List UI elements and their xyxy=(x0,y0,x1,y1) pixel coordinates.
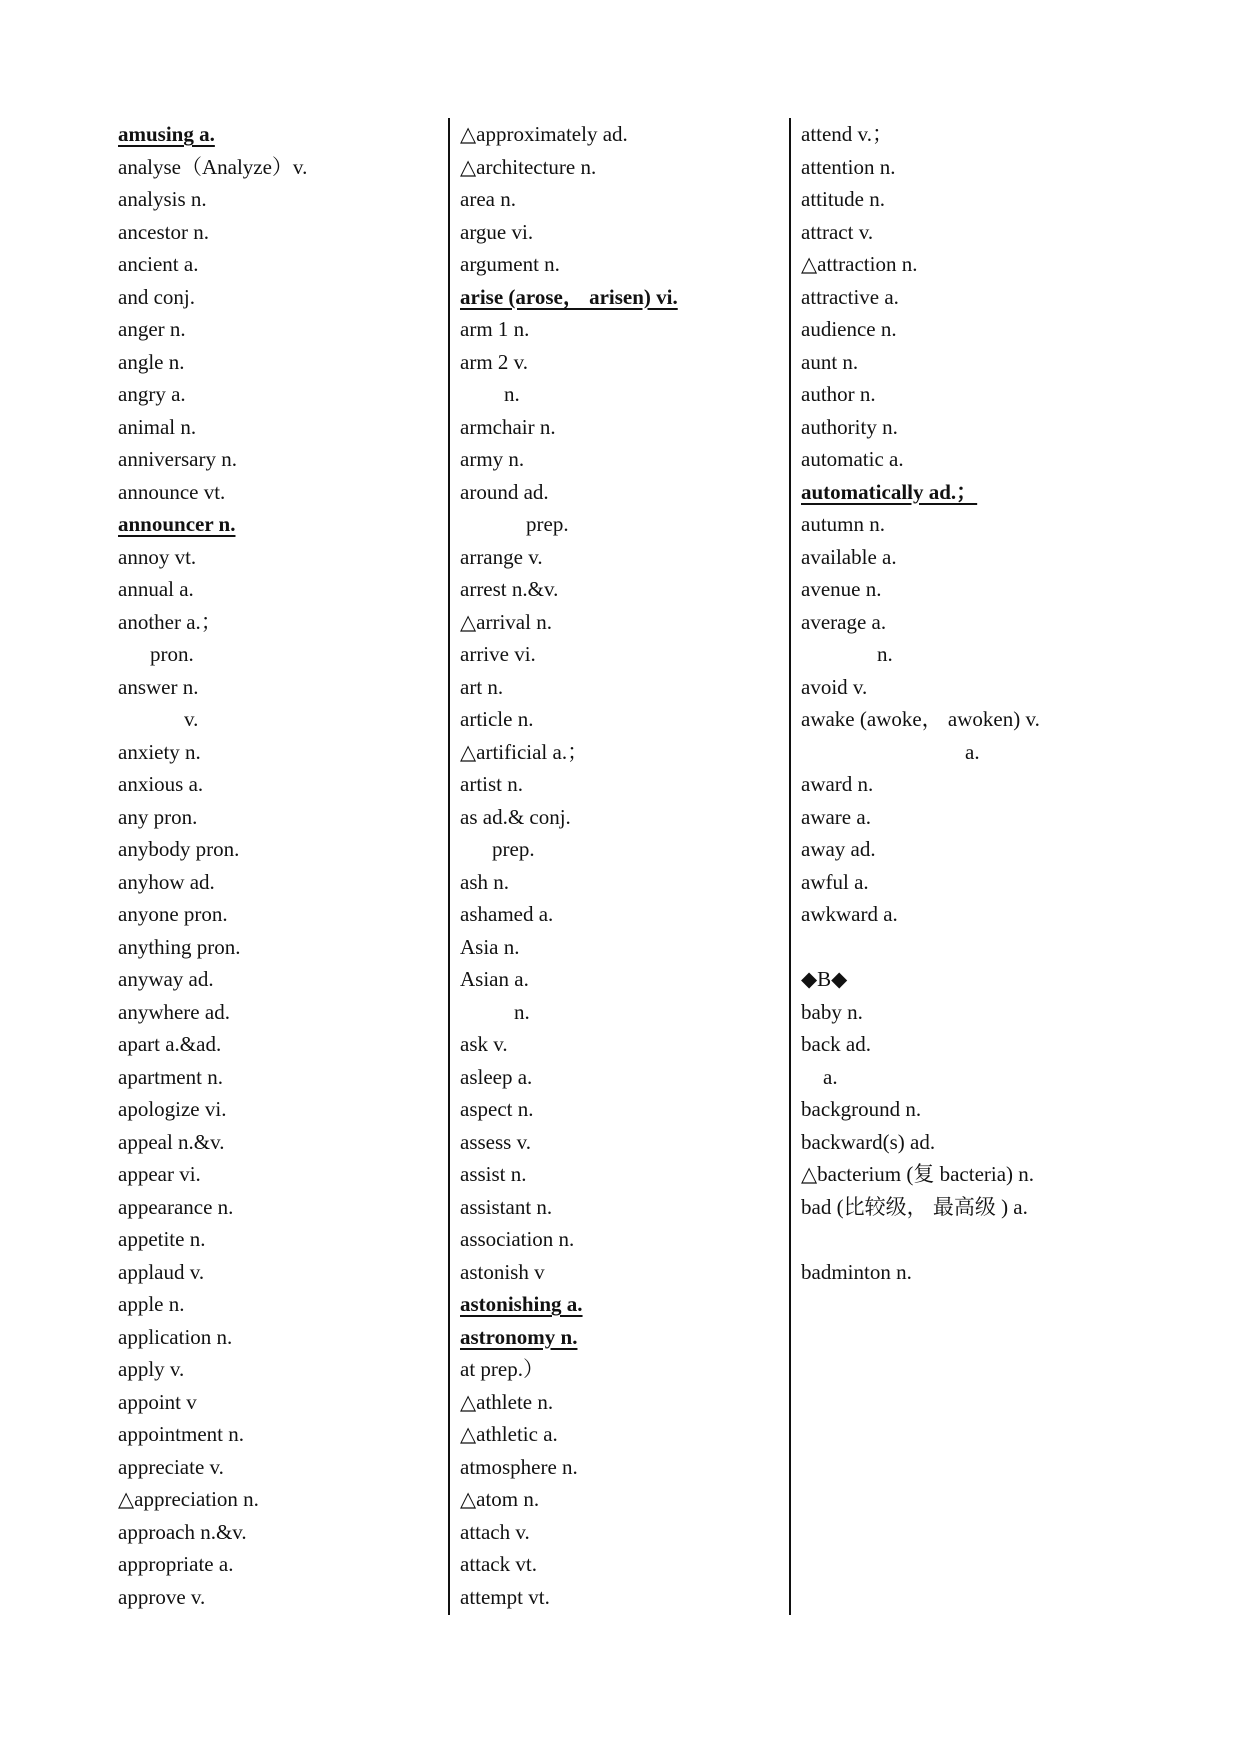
word-entry: armchair n. xyxy=(460,414,556,439)
word-entry: appropriate a. xyxy=(118,1552,234,1576)
word-entry: automatic a. xyxy=(801,447,904,471)
column-divider xyxy=(448,118,450,1615)
word-entry: application n. xyxy=(118,1324,233,1349)
word-entry: arm 2 v. xyxy=(460,349,529,374)
word-entry: anniversary n. xyxy=(118,447,237,471)
word-entry: as ad.& conj. xyxy=(460,804,571,829)
word-entry: △approximately ad. xyxy=(460,122,628,146)
word-entry: apple n. xyxy=(118,1292,185,1316)
word-entry: pron. xyxy=(150,642,194,666)
word-entry: △appreciation n. xyxy=(118,1487,259,1511)
word-entry: approve v. xyxy=(118,1584,206,1609)
word-entry: awful a. xyxy=(801,869,869,894)
word-entry: Asia n. xyxy=(460,934,520,959)
word-entry: aspect n. xyxy=(460,1097,534,1121)
word-column-3 xyxy=(801,118,1131,1288)
word-entry: attractive a. xyxy=(801,284,899,309)
word-entry: argue vi. xyxy=(460,219,534,244)
word-entry: appetite n. xyxy=(118,1227,206,1251)
word-entry: angle n. xyxy=(118,349,185,374)
word-entry: applaud v. xyxy=(118,1259,205,1284)
word-entry xyxy=(801,1223,1131,1256)
word-entry: avoid v. xyxy=(801,674,868,699)
word-entry: appreciate v. xyxy=(118,1454,224,1479)
word-entry: anybody pron. xyxy=(118,837,240,861)
word-entry: attend v.； xyxy=(801,122,893,146)
word-entry: army n. xyxy=(460,447,525,471)
word-entry: arrest n.&v. xyxy=(460,577,559,601)
word-entry: annoy vt. xyxy=(118,544,197,569)
word-entry: v. xyxy=(184,707,199,731)
word-entry: awake (awoke， awoken) v. xyxy=(801,707,1040,731)
word-entry: available a. xyxy=(801,544,897,569)
word-entry: △architecture n. xyxy=(460,154,597,179)
word-entry: ancestor n. xyxy=(118,219,209,244)
word-entry: anywhere ad. xyxy=(118,999,230,1024)
word-entry: back ad. xyxy=(801,1032,871,1056)
word-entry: △athlete n. xyxy=(460,1389,554,1414)
word-entry: angry a. xyxy=(118,382,186,406)
word-entry: anxiety n. xyxy=(118,739,201,764)
word-entry: association n. xyxy=(460,1227,575,1251)
word-entry: attitude n. xyxy=(801,187,885,211)
word-entry: around ad. xyxy=(460,479,549,504)
word-entry: atmosphere n. xyxy=(460,1454,578,1479)
word-entry: ancient a. xyxy=(118,252,199,276)
word-entry: any pron. xyxy=(118,804,198,829)
word-entry: amusing a. xyxy=(118,122,215,146)
word-entry: assist n. xyxy=(460,1162,527,1186)
word-entry: another a.； xyxy=(118,609,222,634)
word-entry: n. xyxy=(877,642,893,666)
word-entry: analysis n. xyxy=(118,187,207,211)
word-entry: △bacterium (复 bacteria) n. xyxy=(801,1162,1035,1186)
word-entry: answer n. xyxy=(118,674,199,699)
word-entry: prep. xyxy=(492,837,535,861)
word-entry: appeal n.&v. xyxy=(118,1129,225,1154)
word-entry: background n. xyxy=(801,1097,922,1121)
word-entry: artist n. xyxy=(460,772,523,796)
word-entry: △artificial a.； xyxy=(460,739,589,764)
word-entry: approach n.&v. xyxy=(118,1519,247,1544)
word-entry: announce vt. xyxy=(118,479,226,504)
word-entry: animal n. xyxy=(118,414,197,439)
word-entry: astronomy n. xyxy=(460,1324,578,1349)
word-entry: anyone pron. xyxy=(118,902,228,926)
word-entry: ◆B◆ xyxy=(801,967,848,991)
column-divider xyxy=(789,118,791,1615)
word-entry: average a. xyxy=(801,609,887,634)
word-entry: appearance n. xyxy=(118,1194,234,1219)
word-entry: author n. xyxy=(801,382,876,406)
word-entry: △atom n. xyxy=(460,1487,540,1511)
word-entry: away ad. xyxy=(801,837,876,861)
word-entry: apartment n. xyxy=(118,1064,223,1089)
word-entry: analyse（Analyze）v. xyxy=(118,154,308,179)
word-entry: a. xyxy=(823,1064,838,1089)
word-entry: arise (arose， arisen) vi. xyxy=(460,284,678,309)
word-entry: attract v. xyxy=(801,219,874,244)
word-entry: △attraction n. xyxy=(801,252,918,276)
word-entry: at prep.） xyxy=(460,1357,544,1381)
word-entry: award n. xyxy=(801,772,874,796)
word-entry: attention n. xyxy=(801,154,896,179)
word-entry: area n. xyxy=(460,187,516,211)
word-entry: art n. xyxy=(460,674,504,699)
word-entry: audience n. xyxy=(801,317,897,341)
word-entry: Asian a. xyxy=(460,967,529,991)
word-entry: apply v. xyxy=(118,1357,185,1381)
word-entry: △athletic a. xyxy=(460,1422,558,1446)
word-entry: and conj. xyxy=(118,284,195,309)
word-entry: article n. xyxy=(460,707,534,731)
word-entry: arrive vi. xyxy=(460,642,536,666)
word-entry: assess v. xyxy=(460,1129,531,1154)
word-entry: autumn n. xyxy=(801,512,885,536)
word-entry: asleep a. xyxy=(460,1064,533,1089)
word-entry: n. xyxy=(504,382,520,406)
word-entry: △arrival n. xyxy=(460,609,552,634)
word-entry: anyway ad. xyxy=(118,967,214,991)
word-entry: ashamed a. xyxy=(460,902,554,926)
word-entry: arrange v. xyxy=(460,544,543,569)
word-entry: automatically ad.； xyxy=(801,479,978,504)
word-entry: appear vi. xyxy=(118,1162,201,1186)
word-column-2 xyxy=(460,118,790,1613)
word-entry: argument n. xyxy=(460,252,560,276)
word-entry: anger n. xyxy=(118,317,186,341)
word-entry: astonish v xyxy=(460,1259,545,1284)
word-entry xyxy=(801,931,1131,964)
word-entry: avenue n. xyxy=(801,577,882,601)
word-entry: a. xyxy=(965,739,980,764)
word-entry: baby n. xyxy=(801,999,863,1024)
word-entry: anyhow ad. xyxy=(118,869,215,894)
word-entry: backward(s) ad. xyxy=(801,1129,936,1154)
word-entry: attach v. xyxy=(460,1519,530,1544)
word-entry: n. xyxy=(514,999,530,1024)
word-entry: annual a. xyxy=(118,577,194,601)
word-entry: anything pron. xyxy=(118,934,241,959)
word-entry: authority n. xyxy=(801,414,898,439)
word-entry: assistant n. xyxy=(460,1194,553,1219)
word-entry: attack vt. xyxy=(460,1552,537,1576)
word-entry: arm 1 n. xyxy=(460,317,530,341)
word-entry: appointment n. xyxy=(118,1422,244,1446)
word-entry: apart a.&ad. xyxy=(118,1032,222,1056)
word-entry: bad (比较级， 最高级 ) a. xyxy=(801,1194,1028,1219)
word-entry: aware a. xyxy=(801,804,871,829)
word-entry: badminton n. xyxy=(801,1259,912,1284)
word-entry: prep. xyxy=(526,512,569,536)
word-column-1 xyxy=(118,118,448,1613)
word-entry: apologize vi. xyxy=(118,1097,227,1121)
word-entry: awkward a. xyxy=(801,902,898,926)
word-entry: announcer n. xyxy=(118,512,236,536)
word-entry: appoint v xyxy=(118,1389,197,1414)
word-entry: attempt vt. xyxy=(460,1584,550,1609)
word-entry: aunt n. xyxy=(801,349,859,374)
word-entry: anxious a. xyxy=(118,772,204,796)
word-entry: astonishing a. xyxy=(460,1292,583,1316)
word-entry: ask v. xyxy=(460,1032,508,1056)
word-entry: ash n. xyxy=(460,869,509,894)
